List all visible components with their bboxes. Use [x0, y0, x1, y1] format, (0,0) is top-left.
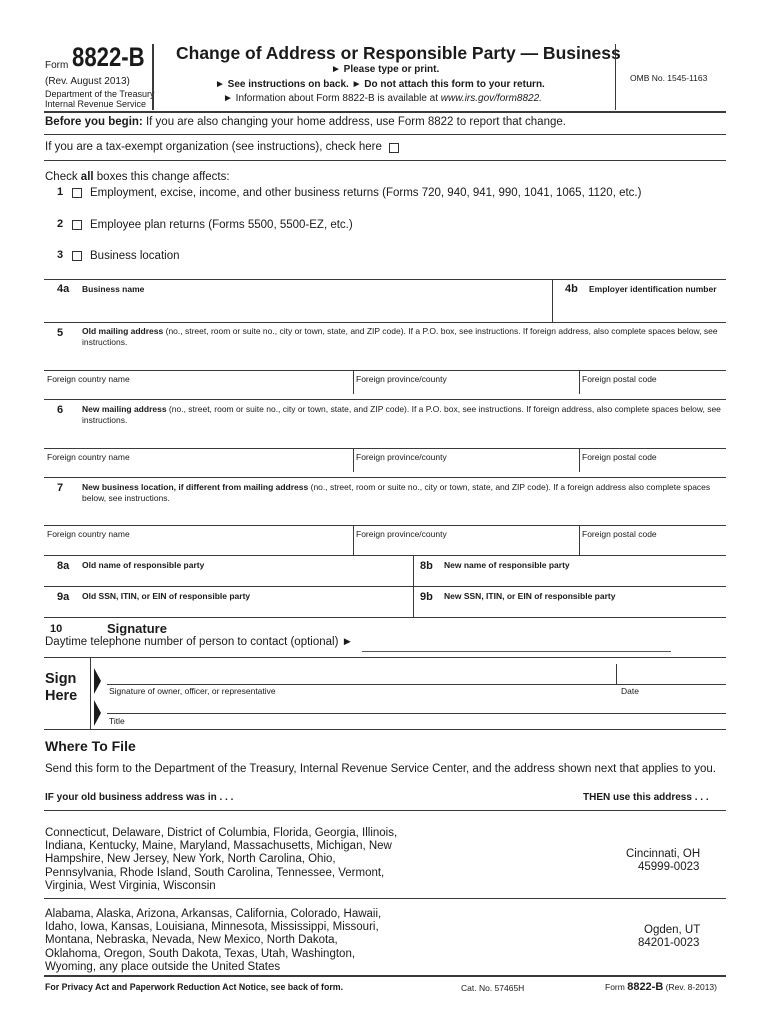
then-column-header: THEN use this address . . .	[583, 792, 709, 803]
rule	[44, 617, 726, 618]
new-mailing-address-input[interactable]	[80, 426, 724, 446]
group-1-city: Cincinnati, OH	[626, 848, 701, 860]
omb-number: OMB No. 1545-1163	[630, 73, 708, 83]
group-1-states: Connecticut, Delaware, District of Columbia, Florida, Georgia, Illinois, Indiana, Kentucky, Maine, Maryland, Massachusetts, Michigan, New Hampshire, New Jersey, New York, North Carolina, Ohio, Pennsylvania, Rhode Island, South Carolina, Tennessee, Vermont, Virginia, West Virginia, Wisconsin	[45, 827, 398, 892]
signature-heading: Signature	[107, 621, 167, 636]
signature-input[interactable]	[107, 664, 612, 682]
foreign-country-label-7: Foreign country name	[47, 529, 130, 539]
rule-vertical	[353, 370, 354, 394]
rule-vertical	[90, 657, 91, 729]
foreign-country-label-6: Foreign country name	[47, 452, 130, 462]
line-8a-number: 8a	[57, 560, 70, 572]
group-2-zip: 84201-0023	[638, 937, 700, 949]
line-8b-number: 8b	[420, 560, 433, 572]
rule	[44, 448, 726, 449]
phone-label: Daytime telephone number of person to contact (optional) ►	[45, 636, 353, 648]
line-9a-number: 9a	[57, 591, 70, 603]
footer-rule	[44, 975, 726, 977]
header-rule	[44, 111, 726, 113]
sign-label: Sign	[45, 671, 77, 687]
line-4a-label: Business name	[82, 284, 145, 294]
line-4a-number: 4a	[57, 283, 70, 295]
ein-input[interactable]	[556, 296, 724, 320]
group-2-states: Alabama, Alaska, Arizona, Arkansas, California, Colorado, Hawaii, Idaho, Iowa, Kansas, Louisiana, Minnesota, Mississippi, Missouri, Montana, Nebraska, Nevada, New Mexico, North Dakota, Oklahoma, Oregon, South Dakota, Texas, Utah, Washington, Wyoming, any place outside the United States	[45, 908, 382, 973]
date-caption: Date	[621, 686, 639, 696]
rule-vertical	[552, 279, 553, 322]
rule-vertical	[353, 448, 354, 472]
rule	[44, 399, 726, 400]
tax-exempt-text: If you are a tax-exempt organization (see instructions), check here	[45, 141, 382, 153]
line-7-label: New business location, if different from mailing address (no., street, room or suite no., city or town, state, and ZIP code). If a foreign address also complete spaces below, see instructions.	[82, 482, 711, 503]
line-6-label: New mailing address (no., street, room or suite no., city or town, state, and ZIP code). If a P.O. box, see instructions. If foreign address, also complete spaces below, see instructions.	[82, 404, 721, 425]
item-1-number: 1	[57, 186, 64, 198]
signature-line	[107, 684, 726, 685]
rule	[44, 657, 726, 658]
rule	[44, 370, 726, 371]
rule-vertical	[579, 448, 580, 472]
old-mailing-address-input[interactable]	[80, 348, 724, 368]
business-name-input[interactable]	[80, 296, 550, 320]
rule-vertical	[353, 525, 354, 555]
date-input[interactable]	[620, 664, 724, 682]
rule	[44, 279, 726, 280]
foreign-postal-label-5: Foreign postal code	[582, 374, 657, 384]
header-divider-left	[152, 44, 154, 110]
irs-link[interactable]: www.irs.gov/form8822.	[440, 93, 542, 104]
old-ssn-input[interactable]	[80, 603, 410, 615]
foreign-postal-label-6: Foreign postal code	[582, 452, 657, 462]
item-1-checkbox[interactable]	[72, 188, 82, 198]
title-input[interactable]	[107, 696, 724, 712]
line-9b-label: New SSN, ITIN, or EIN of responsible party	[444, 591, 616, 601]
item-3-label: Business location	[90, 250, 180, 262]
line-10-number: 10	[50, 623, 63, 635]
group-1-zip: 45999-0023	[638, 861, 700, 873]
line-5-label: Old mailing address (no., street, room or suite no., city or town, state, and ZIP code). If a P.O. box, see instructions. If foreign address, also complete spaces below, see instructions.	[82, 326, 718, 347]
line-8b-label: New name of responsible party	[444, 560, 570, 570]
new-ssn-input[interactable]	[440, 603, 724, 615]
line-8a-label: Old name of responsible party	[82, 560, 205, 570]
phone-input[interactable]	[362, 637, 671, 651]
here-label: Here	[45, 688, 78, 704]
phone-line	[362, 651, 671, 652]
item-3-number: 3	[57, 249, 64, 261]
line-6-number: 6	[57, 404, 64, 416]
form-number: 8822-B	[72, 42, 145, 72]
rule-vertical	[616, 664, 617, 684]
line-4b-number: 4b	[565, 283, 578, 295]
item-3-checkbox[interactable]	[72, 251, 82, 261]
before-you-begin: Before you begin: If you are also changing your home address, use Form 8822 to report that change.	[45, 116, 566, 128]
foreign-province-label-5: Foreign province/county	[356, 374, 447, 384]
title-arrow-icon	[94, 700, 101, 726]
foreign-province-label-7: Foreign province/county	[356, 529, 447, 539]
line-9b-number: 9b	[420, 591, 433, 603]
revision-date: (Rev. August 2013)	[45, 76, 130, 87]
header-divider-right	[615, 44, 616, 110]
title-line	[107, 713, 726, 714]
rule-vertical	[579, 370, 580, 394]
if-column-header: IF your old business address was in . . .	[45, 792, 234, 803]
group-2-city: Ogden, UT	[644, 924, 701, 936]
rule	[44, 729, 726, 730]
tax-exempt-checkbox[interactable]	[389, 143, 399, 153]
item-1-label: Employment, excise, income, and other business returns (Forms 720, 940, 941, 990, 1041, 1065, 1120, etc.)	[90, 187, 642, 199]
line-7-number: 7	[57, 482, 64, 494]
rule	[44, 160, 726, 161]
sign-arrow-icon	[94, 668, 101, 694]
instruction-info: ► Information about Form 8822-B is available at www.irs.gov/form8822.	[223, 93, 542, 104]
instruction-type-print: ► Please type or print.	[331, 64, 440, 75]
foreign-country-label-5: Foreign country name	[47, 374, 130, 384]
item-2-number: 2	[57, 218, 64, 230]
where-to-file-intro: Send this form to the Department of the Treasury, Internal Revenue Service Center, and the address shown next that applies to you.	[45, 763, 716, 775]
department-line-2: Internal Revenue Service	[45, 99, 147, 109]
foreign-postal-label-7: Foreign postal code	[582, 529, 657, 539]
rule	[44, 477, 726, 478]
item-2-checkbox[interactable]	[72, 220, 82, 230]
department-line-1: Department of the Treasury	[45, 89, 155, 99]
line-5-number: 5	[57, 327, 64, 339]
rule	[44, 586, 726, 587]
new-business-location-input[interactable]	[80, 504, 724, 524]
title-caption: Title	[109, 716, 125, 726]
rule	[44, 555, 726, 556]
line-4b-label: Employer identification number	[589, 284, 717, 294]
privacy-notice: For Privacy Act and Paperwork Reduction Act Notice, see back of form.	[45, 982, 344, 992]
signature-caption: Signature of owner, officer, or representative	[109, 686, 276, 696]
form-label: Form	[45, 60, 69, 71]
footer-form-id: Form 8822-B (Rev. 8-2013)	[605, 981, 717, 993]
rule	[44, 322, 726, 323]
rule-vertical	[579, 525, 580, 555]
rule	[44, 134, 726, 135]
rule	[44, 810, 726, 811]
line-9a-label: Old SSN, ITIN, or EIN of responsible party	[82, 591, 251, 601]
new-responsible-party-input[interactable]	[440, 572, 724, 584]
where-to-file-heading: Where To File	[45, 738, 136, 754]
item-2-label: Employee plan returns (Forms 5500, 5500-EZ, etc.)	[90, 219, 353, 231]
foreign-province-label-6: Foreign province/county	[356, 452, 447, 462]
check-all-instruction: Check all boxes this change affects:	[45, 171, 230, 183]
form-title: Change of Address or Responsible Party — Business	[176, 43, 621, 63]
catalog-number: Cat. No. 57465H	[461, 983, 525, 993]
rule	[44, 898, 726, 899]
old-responsible-party-input[interactable]	[80, 572, 410, 584]
rule	[44, 525, 726, 526]
instruction-see-back: ► See instructions on back. ► Do not attach this form to your return.	[215, 79, 545, 90]
